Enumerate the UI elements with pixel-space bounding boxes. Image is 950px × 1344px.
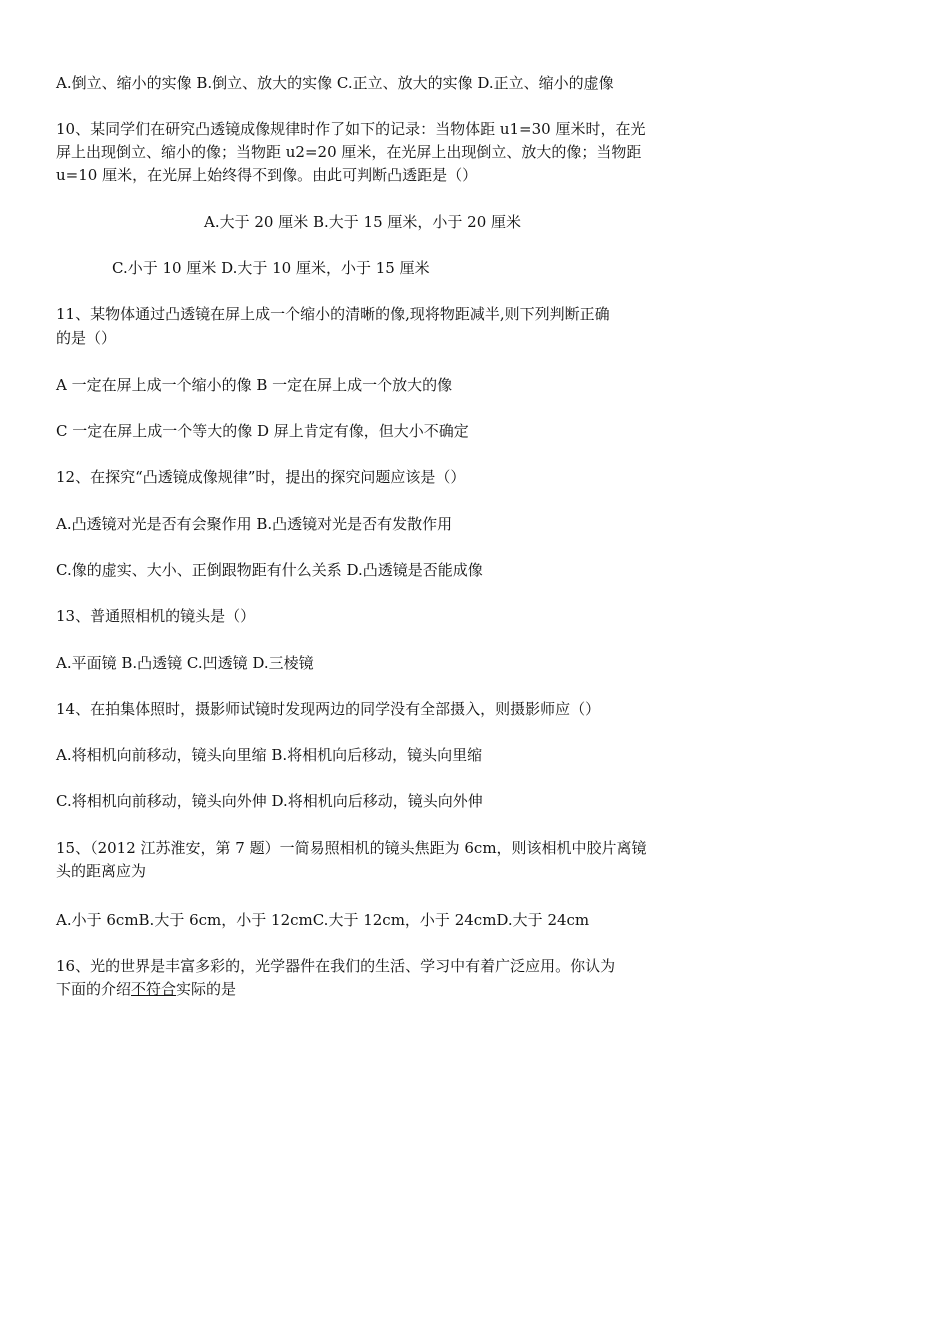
line-q15-options: A.小于 6cmB.大于 6cm，小于 12cmC.大于 12cm，小于 24cmD.大于 24cm: [56, 911, 590, 929]
line-q14-options-ab: A.将相机向前移动，镜头向里缩 B.将相机向后移动，镜头向里缩: [56, 746, 483, 764]
line-q10-options-ab: A.大于 20 厘米 B.大于 15 厘米，小于 20 厘米: [204, 213, 522, 231]
q16-text-after: 实际的是: [176, 980, 237, 998]
line-q11-text-1: 11、某物体通过凸透镜在屏上成一个缩小的清晰的像,现将物距减半,则下列判断正确: [56, 305, 610, 323]
line-q14-text: 14、在拍集体照时，摄影师试镜时发现两边的同学没有全部摄入，则摄影师应（）: [56, 700, 601, 718]
line-q12-options-ab: A.凸透镜对光是否有会聚作用 B.凸透镜对光是否有发散作用: [56, 515, 453, 533]
line-q10-text-2: 屏上出现倒立、缩小的像；当物距 u2=20 厘米，在光屏上出现倒立、放大的像；当物距: [56, 143, 642, 161]
line-q10-text-3: u=10 厘米，在光屏上始终得不到像。由此可判断凸透距是（）: [56, 166, 478, 184]
line-q16-text-1: 16、光的世界是丰富多彩的，光学器件在我们的生活、学习中有着广泛应用。你认为: [56, 957, 616, 975]
line-q13-text: 13、普通照相机的镜头是（）: [56, 607, 256, 625]
line-q14-options-cd: C.将相机向前移动，镜头向外伸 D.将相机向后移动，镜头向外伸: [56, 792, 483, 810]
line-q10-options-cd: C.小于 10 厘米 D.大于 10 厘米，小于 15 厘米: [112, 259, 430, 277]
line-q16-text-2: [56, 978, 236, 1000]
line-q15-text-2: 头的距离应为: [56, 862, 147, 880]
line-q12-text: 12、在探究“凸透镜成像规律”时，提出的探究问题应该是（）: [56, 468, 466, 486]
line-q11-options-ab: A 一定在屏上成一个缩小的像 B 一定在屏上成一个放大的像: [56, 376, 453, 394]
line-q13-options: A.平面镜 B.凸透镜 C.凹透镜 D.三棱镜: [56, 654, 314, 672]
line-q11-text-2: 的是（）: [56, 329, 117, 347]
q16-text-before: 下面的介绍: [56, 980, 132, 998]
line-q11-options-cd: C 一定在屏上成一个等大的像 D 屏上肯定有像，但大小不确定: [56, 422, 469, 440]
line-q10-text-1: 10、某同学们在研究凸透镜成像规律时作了如下的记录：当物体距 u1=30 厘米时，在光: [56, 120, 646, 138]
line-q15-text-1: 15、（2012 江苏淮安，第 7 题）一简易照相机的镜头焦距为 6cm，则该相机中胶片离镜: [56, 839, 647, 857]
q16-underlined-phrase: 不符合: [131, 980, 177, 998]
line-q9-options: A.倒立、缩小的实像 B.倒立、放大的实像 C.正立、放大的实像 D.正立、缩小的虚像: [56, 74, 614, 92]
line-q12-options-cd: C.像的虚实、大小、正倒跟物距有什么关系 D.凸透镜是否能成像: [56, 561, 483, 579]
